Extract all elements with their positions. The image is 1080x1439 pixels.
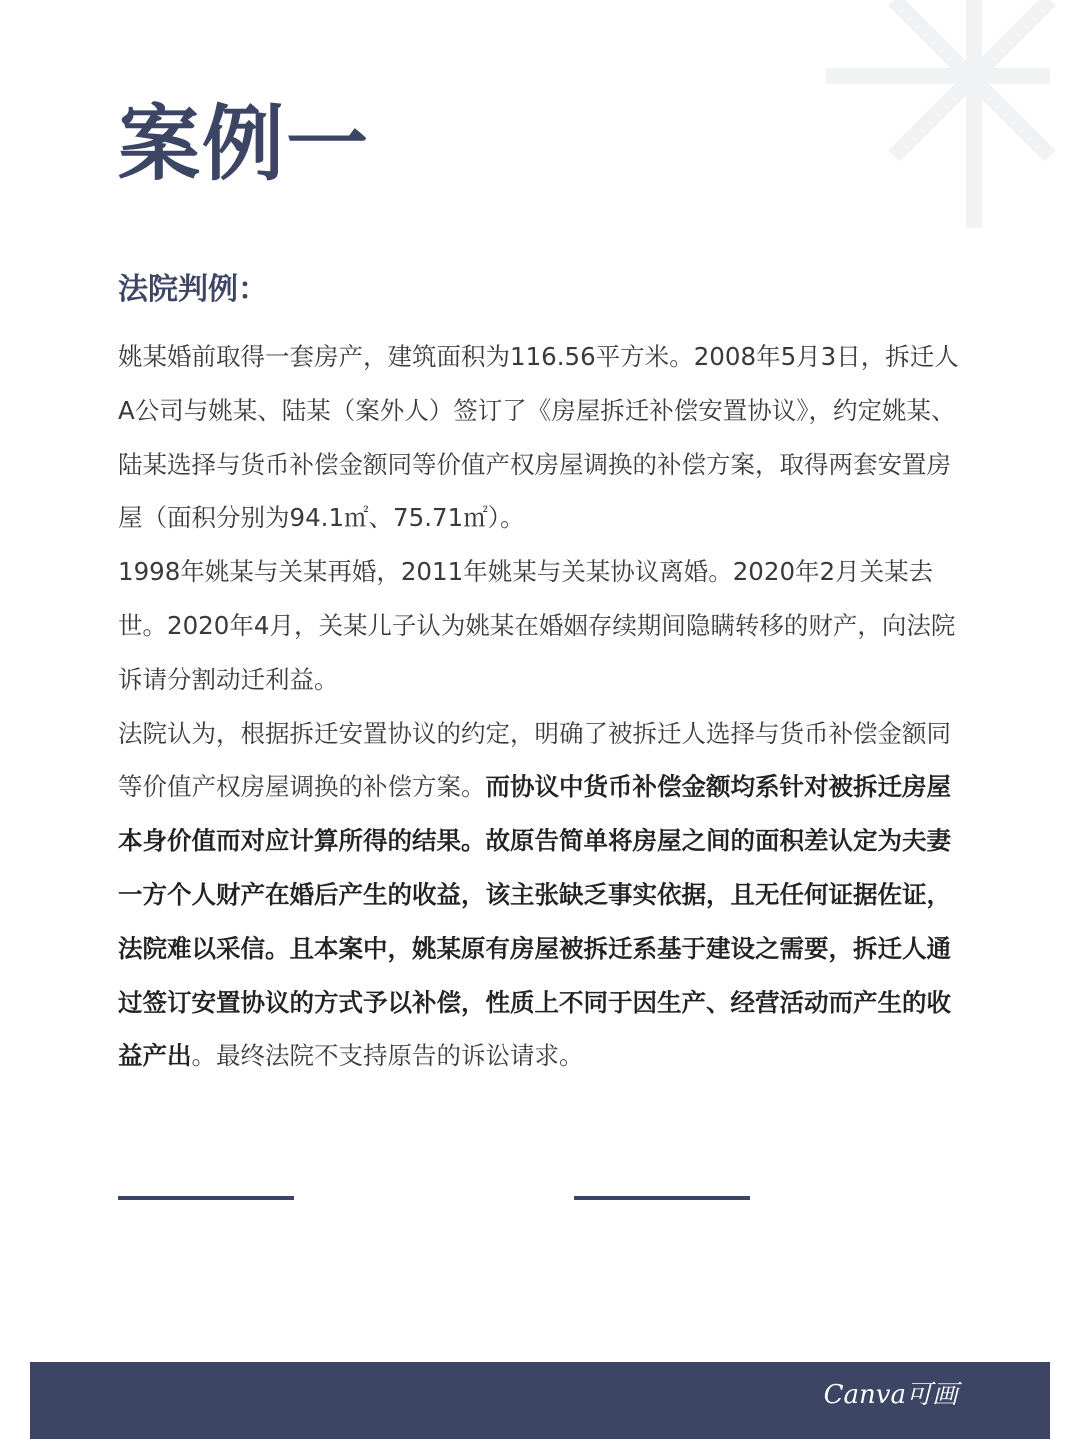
asterisk-decoration bbox=[820, 0, 1060, 230]
court-opinion-conclusion: 。最终法院不支持原告的诉讼请求。 bbox=[191, 1041, 584, 1071]
paragraph-background: 姚某婚前取得一套房产，建筑面积为116.56平方米。2008年5月3日，拆迁人A公司与姚某、陆某（案外人）签订了《房屋拆迁补偿安置协议》，约定姚某、陆某选择与货币补偿金额同等价值产权房屋调换的补偿方案，取得两套安置房屋（面积分别为94.1㎡、75.71㎡）。 bbox=[118, 342, 959, 533]
canva-logo: Canva可画 bbox=[823, 1380, 958, 1410]
divider-left bbox=[118, 1196, 294, 1200]
footer-bar bbox=[30, 1362, 1050, 1439]
paragraph-marriage: 1998年姚某与关某再婚，2011年姚某与关某协议离婚。2020年2月关某去世。2020年4月，关某儿子认为姚某在婚姻存续期间隐瞒转移的财产，向法院诉请分割动迁利益。 bbox=[118, 557, 956, 694]
divider-right bbox=[574, 1196, 750, 1200]
section-heading: 法院判例： bbox=[118, 272, 268, 307]
case-body bbox=[118, 330, 960, 1083]
court-opinion-emphasis: 而协议中货币补偿金额均系针对被拆迁房屋本身价值而对应计算所得的结果。故原告简单将房屋之间的面积差认定为夫妻一方个人财产在婚后产生的收益，该主张缺乏事实依据，且无任何证据佐证，法院难以采信。且本案中，姚某原有房屋被拆迁系基于建设之需要，拆迁人通过签订安置协议的方式予以补偿，性质上不同于因生产、经营活动而产生的收益产出 bbox=[118, 772, 951, 1071]
paragraph-court-opinion bbox=[118, 707, 960, 1084]
page-title: 案例一 bbox=[118, 97, 371, 192]
court-opinion-intro: 法院认为，根据拆迁安置协议的约定，明确了被拆迁人选择与货币补偿金额同等价值产权房屋调换的补偿方案。 bbox=[118, 718, 951, 802]
